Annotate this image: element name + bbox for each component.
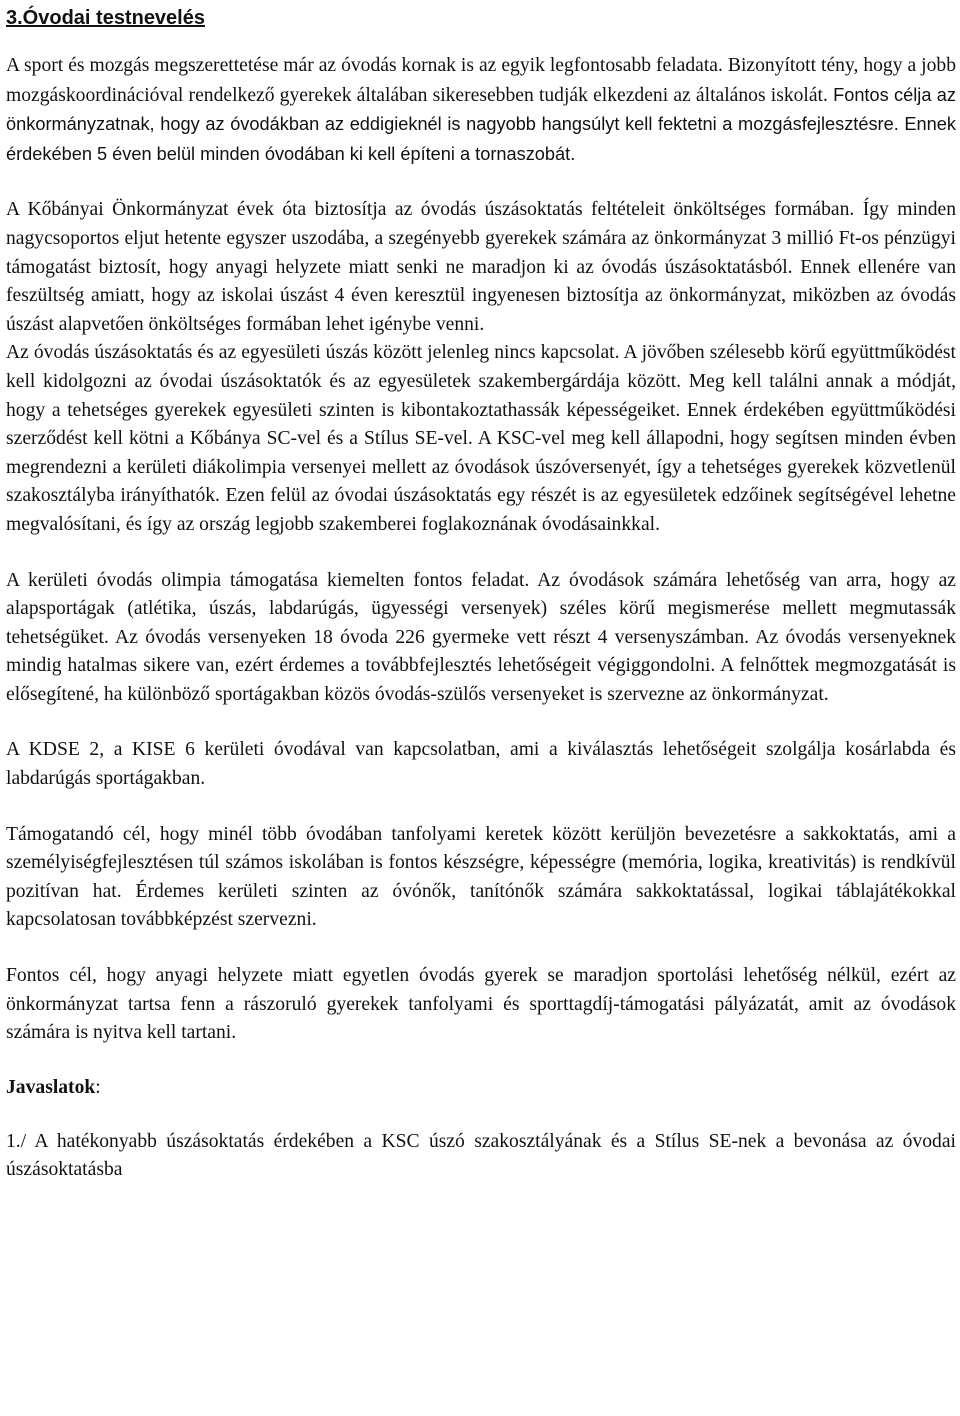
proposals-heading	[6, 1074, 956, 1102]
proposals-heading-colon: :	[95, 1076, 101, 1098]
paragraph-financial-support: Fontos cél, hogy anyagi helyzete miatt egyetlen óvodás gyerek se maradjon sportolási lehetőség nélkül, ezért az önkormányzat tartsa fenn a rászoruló gyerekek tanfolyami és sporttagdíj-támogatási pályázatát, amit az óvodások számára is nyitva kell tartani.	[6, 965, 956, 1044]
paragraph-chess: Támogatandó cél, hogy minél több óvodában tanfolyami keretek között kerüljön bevezetésre a sakkoktatás, ami a személyiségfejlesztésen túl számos iskolában is fontos készségre, képességre (memória, logika, kreativitás) is rendkívül pozitívan hat. Érdemes kerületi szinten az óvónők, tanítónők számára sakkoktatással, logikai táblajátékokkal kapcsolatosan továbbképzést szervezni.	[6, 823, 956, 931]
document-page	[6, 0, 956, 1185]
section-heading: 3.Óvodai testnevelés	[6, 7, 205, 29]
paragraph-kdse-kise: A KDSE 2, a KISE 6 kerületi óvodával van kapcsolatban, ami a kiválasztás lehetőségeit szolgálja kosárlabda és labdarúgás sportágakban.	[6, 739, 956, 790]
paragraph-intro	[6, 52, 956, 169]
paragraph-club-cooperation: Az óvodás úszásoktatás és az egyesületi úszás között jelenleg nincs kapcsolat. A jövőben szélesebb körű együttműködést kell kidolgozni az óvodai úszásoktatók és az egyesületek szakembergárdája között. Meg kell találni annak a módját, hogy a tehetséges gyerekek egyesületi szinten is kibontakoztathassák képességeiket. Ennek érdekében együttműködési szerződést kell kötni a Kőbánya SC-vel és a Stílus SE-vel. A KSC-vel meg kell állapodni, hogy segítsen minden évben megrendezni a kerületi diákolimpia versenyei mellett az óvodások úszóversenyét, így a tehetséges gyerekek közvetlenül szakosztályba irányíthatók. Ezen felül az óvodai úszásoktatás egy részét is az egyesületek edzőinek segítségével lehetne megvalósítani, és így az ország legjobb szakemberei foglakoznának óvodásainkkal.	[6, 342, 956, 535]
proposals-heading-text: Javaslatok	[6, 1076, 96, 1098]
paragraph-intro-part-2: Fontos célja az önkormányzatnak, hogy az óvodákban az eddigieknél is nagyobb hangsúlyt kell fektetni a mozgásfejlesztésre. Ennek érdekében 5 éven belül minden óvodában ki kell építeni a tornaszobát.	[6, 84, 956, 164]
paragraph-swimming-funding: A Kőbányai Önkormányzat évek óta biztosítja az óvodás úszásoktatás feltételeit önköltséges formában. Így minden nagycsoportos eljut hetente egyszer uszodába, a szegényebb gyerekek számára az önkormányzat 3 millió Ft-os pénzügyi támogatást biztosít, hogy anyagi helyzete miatt senki ne maradjon ki az óvodás úszásoktatásból. Ennek ellenére van feszültség amiatt, hogy az iskolai úszást 4 éven keresztül ingyenesen biztosítja az önkormányzat, miközben az óvodás úszást alapvetően önköltséges formában lehet igénybe venni.	[6, 199, 956, 335]
paragraph-intro-part-1: A sport és mozgás megszerettetése már az óvodás kornak is az egyik legfontosabb feladata. Bizonyított tény, hogy a jobb mozgáskoordinációval rendelkező gyerekek általában sikeresebben tudják elkezdeni az általános iskolát.	[6, 55, 956, 106]
paragraph-kindergarten-olympics: A kerületi óvodás olimpia támogatása kiemelten fontos feladat. Az óvodások számára lehetőség van arra, hogy az alapsportágak (atlétika, úszás, labdarúgás, ügyességi versenyek) széles körű megismerése mellett megmutassák tehetségüket. Az óvodás versenyeken 18 óvoda 226 gyermeke vett részt 4 versenyszámban. Az óvodás versenyeknek mindig hatalmas sikere van, ezért érdemes a továbbfejlesztés lehetőségeit végiggondolni. A felnőttek megmozgatását is elősegítené, ha különböző sportágakban közös óvodás-szülős versenyeket is szervezne az önkormányzat.	[6, 569, 956, 705]
proposal-item-1: 1./ A hatékonyabb úszásoktatás érdekében a KSC úszó szakosztályának és a Stílus SE-nek a bevonása az óvodai úszásoktatásba	[6, 1130, 956, 1181]
